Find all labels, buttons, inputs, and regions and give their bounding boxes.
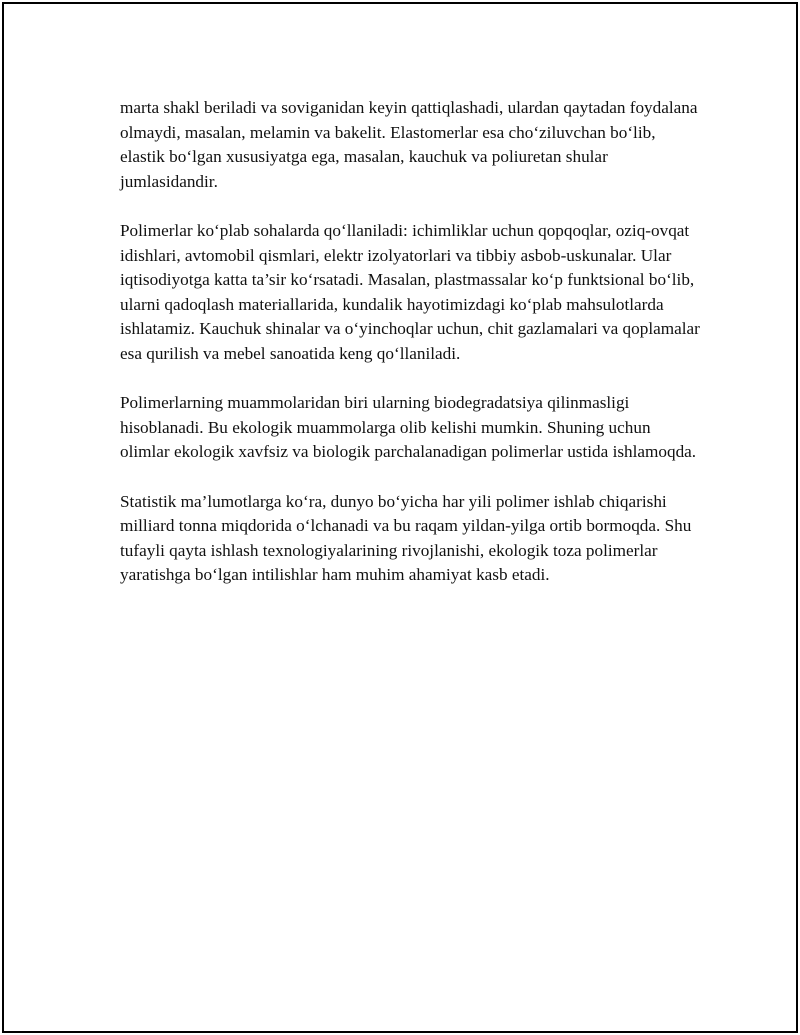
paragraph-3: Polimerlarning muammolaridan biri ularning biodegradatsiya qilinmasligi hisoblanadi. Bu ekologik muammolarga olib kelishi mumkin. Shuning uchun olimlar ekologik xavfsiz va biologik parchalanadigan polimerlar ustida ishlamoqda. xyxy=(120,393,697,462)
paragraph-1: marta shakl beriladi va soviganidan keyin qattiqlashadi, ulardan qaytadan foydalana olmaydi, masalan, melamin va bakelit. Elastomerlar esa cho‘ziluvchan bo‘lib, elastik bo‘lgan xususiyatga ega, masalan, kauchuk va poliuretan shular jumlasidandir. xyxy=(120,98,698,191)
paragraph-2: Polimerlar ko‘plab sohalarda qo‘llaniladi: ichimliklar uchun qopqoqlar, oziq-ovqat idishlari, avtomobil qismlari, elektr izolyatorlari va tibbiy asbob-uskunalar. Ular iqtisodiyotga katta ta’sir ko‘rsatadi. Masalan, plastmassalar ko‘p funktsional bo‘lib, ularni qadoqlash materiallarida, kundalik hayotimizdagi ko‘plab mahsulotlarda ishlatamiz. Kauchuk shinalar va o‘yinchoqlar uchun, chit gazlamalari va qoplamalar esa qurilish va mebel sanoatida keng qo‘llaniladi. xyxy=(120,220,700,363)
document-body xyxy=(120,96,700,612)
document-page xyxy=(2,2,798,1033)
paragraph-4: Statistik ma’lumotlarga ko‘ra, dunyo bo‘yicha har yili polimer ishlab chiqarishi milliard tonna miqdorida o‘lchanadi va bu raqam yildan-yilga ortib bormoqda. Shu tufayli qayta ishlash texnologiyalarining rivojlanishi, ekologik toza polimerlar yaratishga bo‘lgan intilishlar ham muhim ahamiyat kasb etadi. xyxy=(120,491,692,585)
